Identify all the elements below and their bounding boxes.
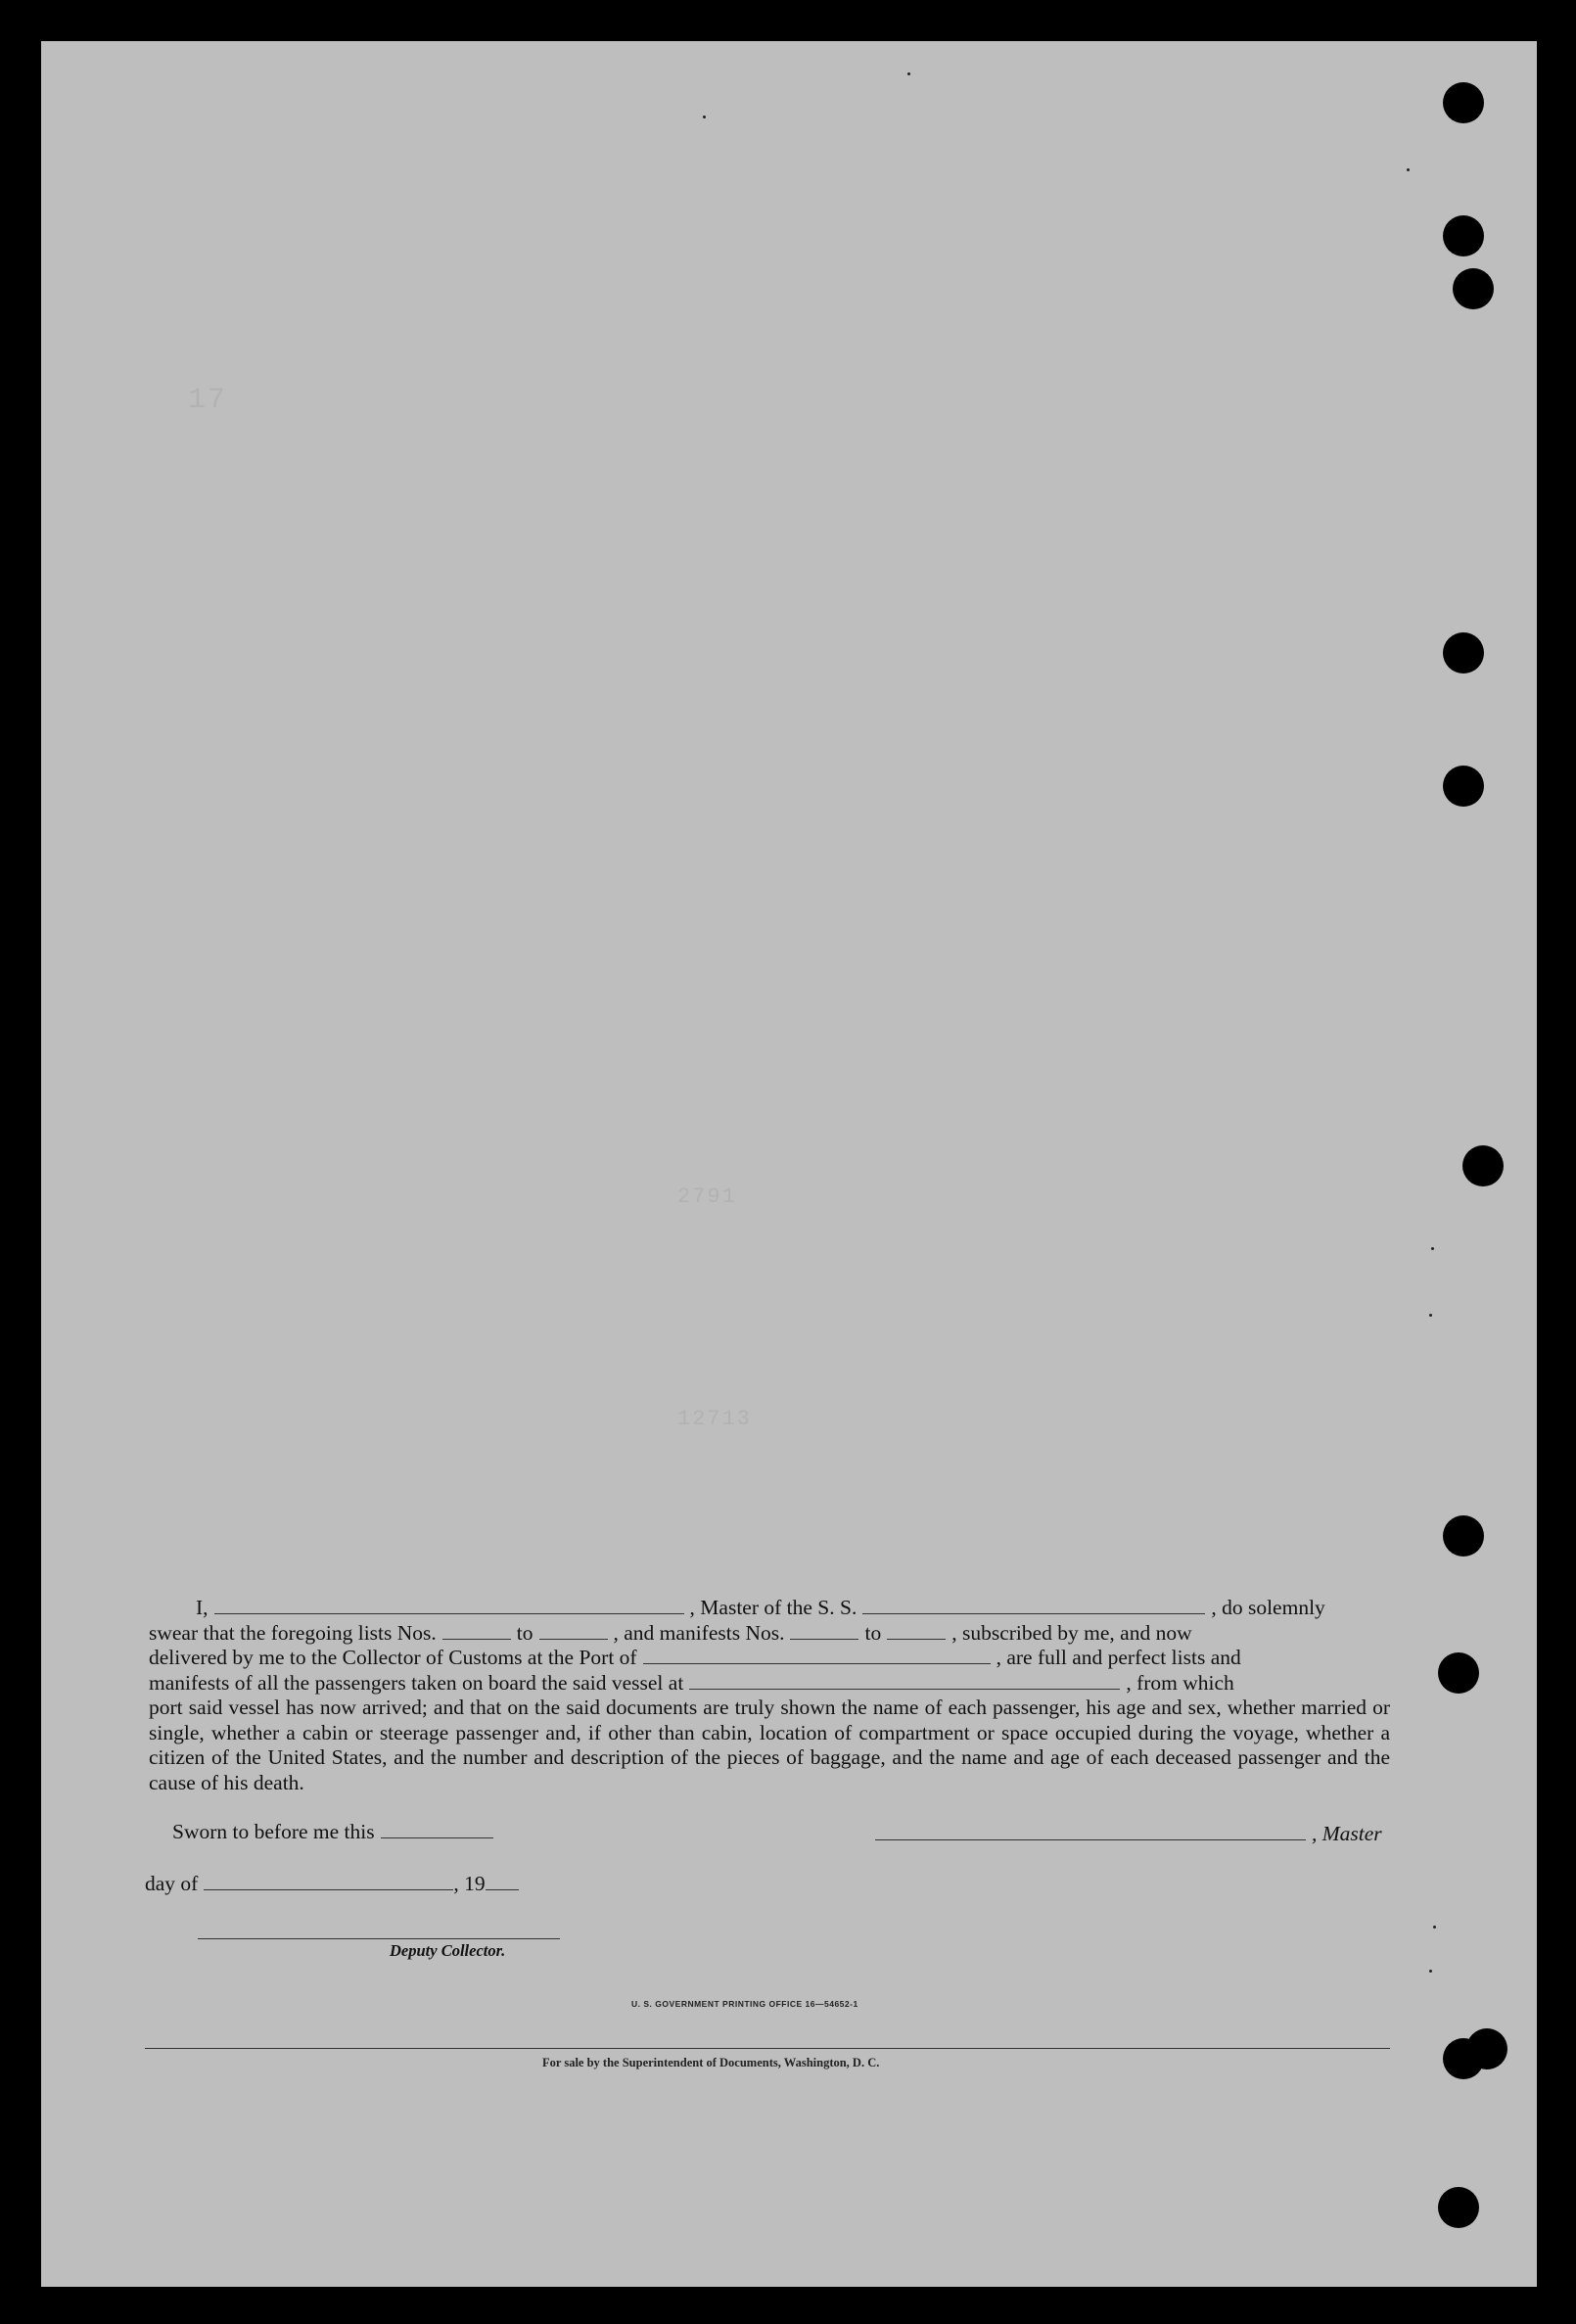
- boarding-port-blank[interactable]: [689, 1688, 1120, 1690]
- speck: [1429, 1970, 1432, 1973]
- oath-line-1: [149, 1596, 1390, 1621]
- footer-rule: [145, 2048, 1390, 2049]
- master-signature-blank[interactable]: [875, 1838, 1306, 1840]
- punch-hole: [1443, 766, 1484, 807]
- punch-hole: [1462, 1145, 1504, 1186]
- oath-line-3: [149, 1646, 1390, 1671]
- month-blank[interactable]: [204, 1888, 453, 1890]
- master-name-blank[interactable]: [214, 1612, 684, 1614]
- oath-are-full: , are full and perfect lists and: [996, 1646, 1241, 1669]
- deputy-signature-rule: [198, 1938, 560, 1939]
- bleed-number-a: 2791: [677, 1185, 737, 1209]
- oath-delivered: delivered by me to the Collector of Customs at the Port of: [149, 1646, 637, 1669]
- sworn-day-blank[interactable]: [381, 1836, 493, 1838]
- oath-swear: swear that the foregoing lists Nos.: [149, 1620, 437, 1645]
- vessel-name-blank[interactable]: [862, 1612, 1205, 1614]
- master-signature-line: [869, 1822, 1382, 1846]
- speck: [1407, 168, 1410, 171]
- bleed-margin-number: 17: [188, 384, 228, 417]
- bleed-number-b: 12713: [677, 1407, 753, 1431]
- oath-from-which: , from which: [1126, 1670, 1234, 1695]
- year-blank[interactable]: [486, 1888, 519, 1890]
- manifests-to-blank[interactable]: [887, 1638, 946, 1640]
- speck: [1431, 1247, 1434, 1250]
- sworn-label: Sworn to before me this: [172, 1820, 375, 1843]
- printing-office-imprint: U. S. GOVERNMENT PRINTING OFFICE 16—54652-1: [631, 1999, 858, 2009]
- oath-line-2: [149, 1621, 1390, 1647]
- punch-hole: [1466, 2028, 1507, 2069]
- punch-hole: [1443, 82, 1484, 123]
- lists-from-blank[interactable]: [442, 1638, 511, 1640]
- form-page: [41, 41, 1537, 2287]
- speck: [907, 72, 910, 75]
- punch-hole: [1443, 1515, 1484, 1557]
- footer-sale-note: For sale by the Superintendent of Documents, Washington, D. C.: [542, 2056, 880, 2069]
- oath-and-manifests: , and manifests Nos.: [613, 1620, 785, 1645]
- deputy-collector-label: Deputy Collector.: [390, 1941, 506, 1960]
- master-label: , Master: [1312, 1822, 1382, 1845]
- punch-hole: [1443, 632, 1484, 674]
- oath-manifests: manifests of all the passengers taken on board the said vessel at: [149, 1670, 684, 1695]
- speck: [1429, 1314, 1432, 1317]
- punch-hole: [1453, 268, 1494, 309]
- oath-master-of: , Master of the S. S.: [689, 1596, 858, 1619]
- oath-line-4: [149, 1671, 1390, 1697]
- oath-paragraph: [149, 1596, 1390, 1795]
- day-of-line: [145, 1872, 525, 1896]
- port-blank[interactable]: [643, 1662, 991, 1664]
- punch-hole: [1438, 1652, 1479, 1694]
- manifests-from-blank[interactable]: [790, 1638, 858, 1640]
- oath-body: port said vessel has now arrived; and that on the said documents are truly shown the name of each passenger, his age and sex, whether married or single, whether a cabin or steerage passenger and, if other than cabin, location of compartment or space occupied during the voyage, whether a citizen of the United States, and the number and description of the pieces of baggage, and the name and age of each deceased passenger and the cause of his death.: [149, 1696, 1390, 1794]
- punch-hole: [1443, 215, 1484, 256]
- oath-subscribed: , subscribed by me, and now: [951, 1620, 1192, 1645]
- speck: [1433, 1926, 1436, 1929]
- day-of-label: day of: [145, 1872, 199, 1895]
- oath-i: I,: [196, 1596, 209, 1619]
- punch-hole: [1438, 2187, 1479, 2228]
- oath-to-2: to: [864, 1620, 882, 1645]
- year-prefix: , 19: [453, 1872, 486, 1895]
- oath-solemnly: , do solemnly: [1211, 1596, 1325, 1619]
- oath-to-1: to: [516, 1620, 533, 1645]
- lists-to-blank[interactable]: [539, 1638, 608, 1640]
- speck: [703, 116, 706, 118]
- sworn-line: [172, 1820, 499, 1844]
